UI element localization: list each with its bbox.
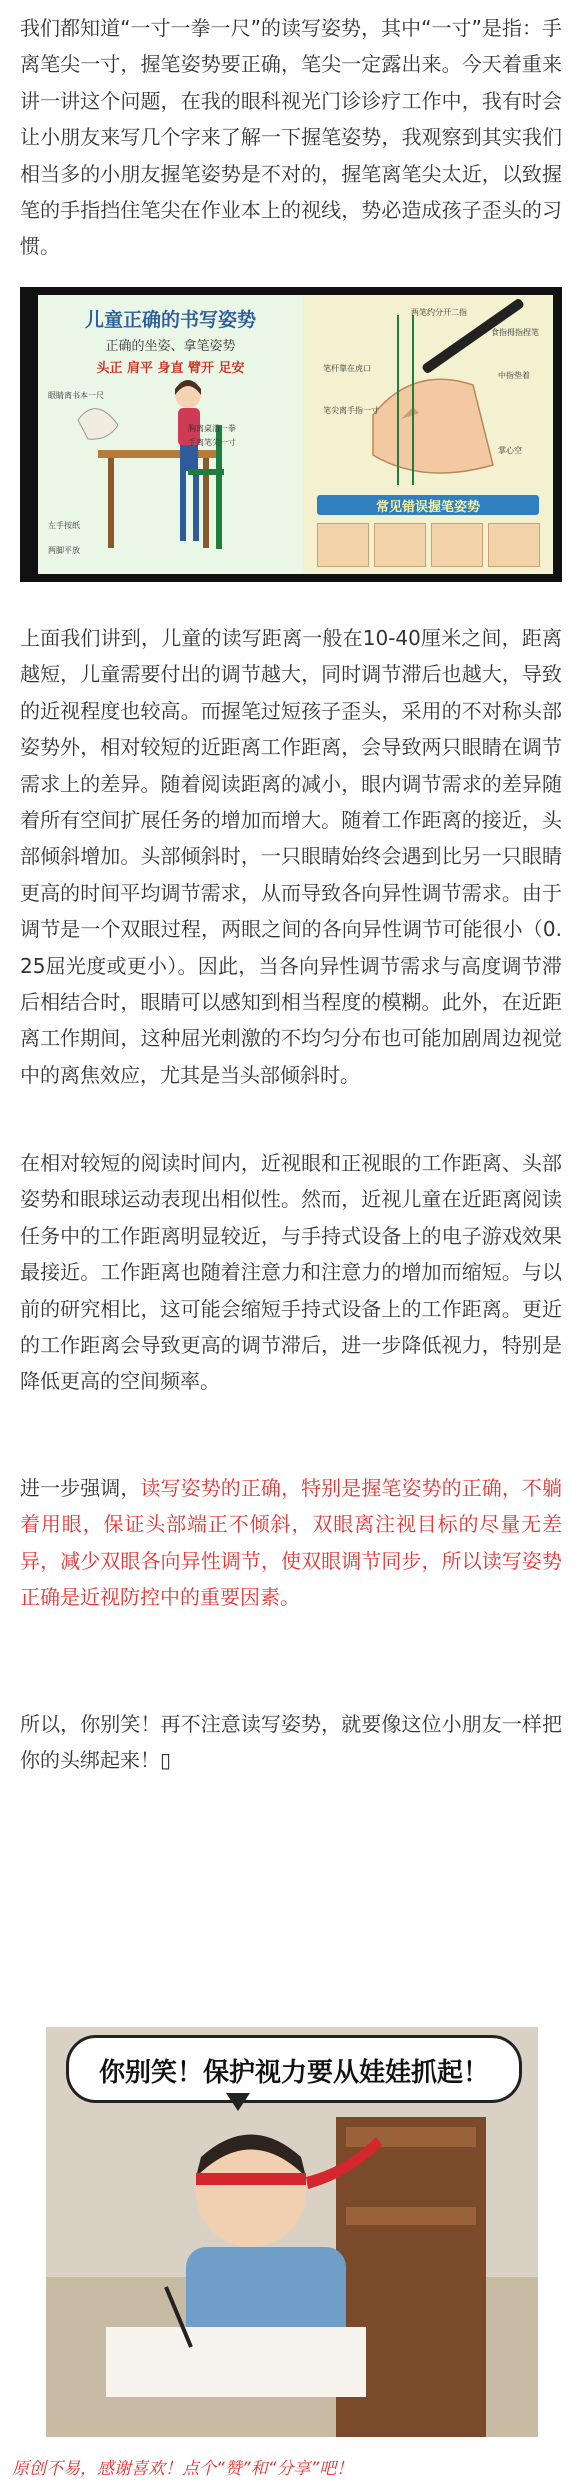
note-grip-2: 笔杆靠在虎口 xyxy=(323,364,371,373)
speech-bubble-tail xyxy=(226,2093,250,2111)
note-grip-3: 中指垫着 xyxy=(498,371,530,380)
wrong-grip-image xyxy=(431,523,483,567)
figure-title: 儿童正确的书写姿势 xyxy=(84,309,256,331)
figure-slogan: 头正 肩平 身直 臂开 足安 xyxy=(96,361,245,376)
speech-bubble xyxy=(66,2035,522,2103)
note-eye-distance: 眼睛离书本一尺 xyxy=(48,391,104,400)
pen-grip-drawing xyxy=(303,295,553,495)
paragraph-conclusion xyxy=(20,1706,562,1779)
note-grip-5: 掌心空 xyxy=(498,446,522,455)
emphasis-red-text: 读写姿势的正确，特别是握笔姿势的正确，不躺着用眼，保证头部端正不倾斜，双眼离注视目标的尽量无差异，减少双眼各向异性调节，使双眼调节同步，所以读写姿势正确是近视防控中的重要因素。 xyxy=(20,1476,563,1610)
wrong-grip-image xyxy=(488,523,540,567)
common-mistakes-title: 常见错误握笔姿势 xyxy=(375,500,480,515)
note-hand-distance: 手离笔尖一寸 xyxy=(188,438,236,447)
pen-grip-panel xyxy=(303,295,553,574)
common-mistakes-banner xyxy=(317,495,539,515)
paragraph-emphasis xyxy=(20,1470,562,1616)
wrong-grip-image xyxy=(374,523,426,567)
note-two-fingers: 两笔约分开二指 xyxy=(411,308,467,317)
speech-bubble-text: 你别笑！保护视力要从娃娃抓起！ xyxy=(98,2058,489,2088)
note-grip-1: 食指拇指捏笔 xyxy=(491,328,539,337)
note-left-hand: 左手按纸 xyxy=(48,521,80,530)
figure-subtitle: 正确的坐姿、拿笔姿势 xyxy=(105,339,236,354)
paragraph-working-distance: 在相对较短的阅读时间内，近视眼和正视眼的工作距离、头部姿势和眼球运动表现出相似性。然而，近视儿童在近距离阅读任务中的工作距离明显较近，与手持式设备上的电子游戏效果最接近。工作距离也随着注意力和注意力的增加而缩短。与以前的研究相比，这可能会缩短手持式设备上的工作距离。更近的工作距离会导致更高的调节滞后，进一步降低视力，特别是降低更高的空间频率。 xyxy=(20,1151,562,1394)
missing-glyph: ▯ xyxy=(160,1748,172,1773)
conclusion-text: 所以，你别笑！再不注意读写姿势，就要像这位小朋友一样把你的头绑起来！ xyxy=(20,1712,562,1773)
footer-call-to-action: 原创不易，感谢喜欢！点个“赞”和“分享”吧！ xyxy=(12,2459,354,2479)
child-head-tied-photo xyxy=(46,2027,538,2437)
writing-posture-illustration xyxy=(20,287,562,582)
note-feet: 两脚平放 xyxy=(48,546,80,555)
wrong-grip-image xyxy=(317,523,369,567)
emphasis-lead: 进一步强调， xyxy=(20,1476,141,1500)
note-chest-distance: 胸离桌沿一拳 xyxy=(188,424,236,433)
paragraph-reading-distance: 上面我们讲到，儿童的读写距离一般在10-40厘米之间，距离越短，儿童需要付出的调节越大，同时调节滞后也越大，导致的近视程度也较高。而握笔过短孩子歪头，采用的不对称头部姿势外，相对较短的近距离工作距离，会导致两只眼睛在调节需求上的差异。随着阅读距离的减小，眼内调节需求的差异随着所有空间扩展任务的增加而增大。随着工作距离的接近，头部倾斜增加。头部倾斜时，一只眼睛始终会遇到比另一只眼睛更高的时间平均调节需求，从而导致各向异性调节需求。由于调节是一个双眼过程，两眼之间的各向异性调节可能很小（0.25屈光度或更小）。因此，当各向异性调节需求与高度调节滞后相结合时，眼睛可以感知到相当程度的模糊。此外，在近距离工作期间，这种屈光刺激的不均匀分布也可能加剧周边视觉中的离焦效应，尤其是当头部倾斜时。 xyxy=(20,626,562,1087)
note-grip-4: 笔尖离手指一寸 xyxy=(323,406,379,415)
paragraph-intro: 我们都知道“一寸一拳一尺”的读写姿势，其中“一寸”是指：手离笔尖一寸，握笔姿势要正确，笔尖一定露出来。今天着重来讲一讲这个问题，在我的眼科视光门诊诊疗工作中，我有时会让小朋友来写几个字来了解一下握笔姿势，我观察到其实我们相当多的小朋友握笔姿势是不对的，握笔离笔尖太近，以致握笔的手指挡住笔尖在作业本上的视线，势必造成孩子歪头的习惯。 xyxy=(20,16,562,259)
posture-panel xyxy=(38,295,303,574)
